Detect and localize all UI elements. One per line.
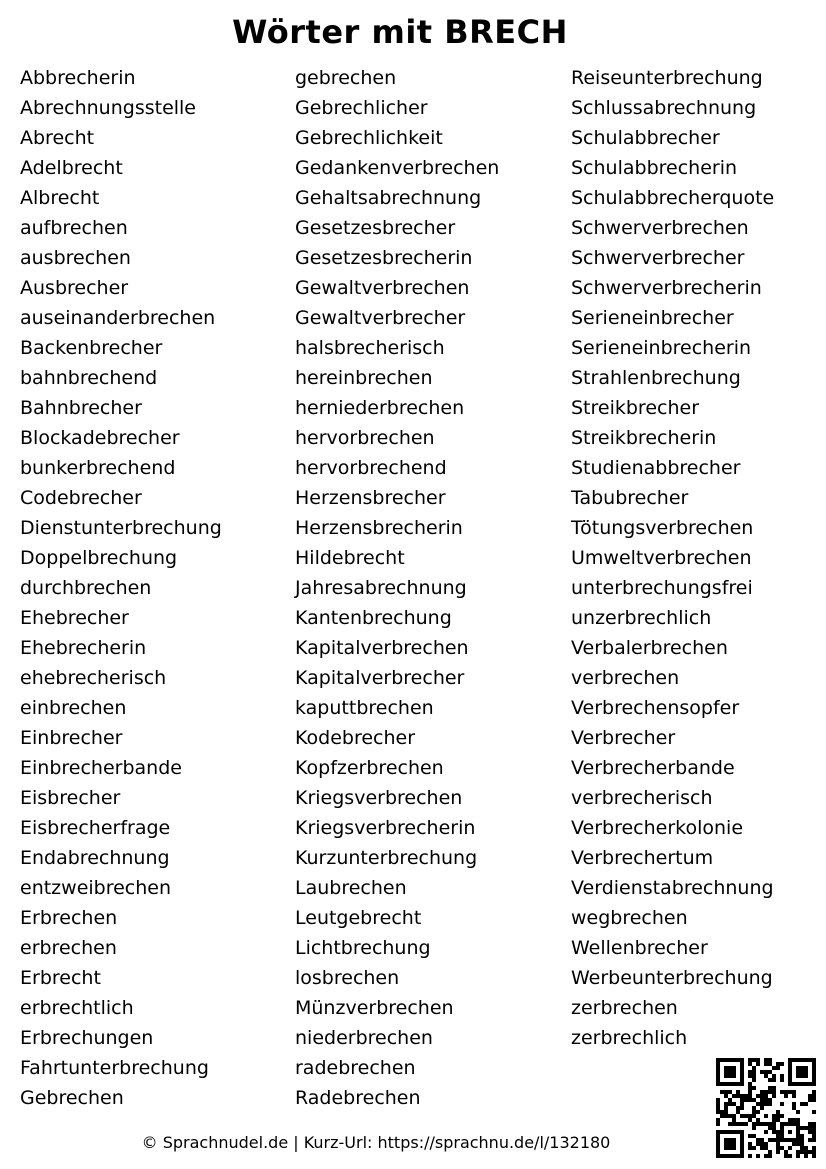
word-item: Wellenbrecher: [571, 937, 708, 959]
word-item: Leutgebrecht: [295, 907, 422, 929]
word-item: gebrechen: [295, 67, 397, 89]
word-item: auseinanderbrechen: [20, 307, 216, 329]
word-item: bunkerbrechend: [20, 457, 176, 479]
word-item: Kriegsverbrecherin: [295, 817, 476, 839]
word-item: hervorbrechen: [295, 427, 435, 449]
word-item: durchbrechen: [20, 577, 152, 599]
word-item: Hildebrecht: [295, 547, 405, 569]
word-item: Kantenbrechung: [295, 607, 452, 629]
word-item: erbrechen: [20, 937, 117, 959]
word-item: Kapitalverbrecher: [295, 667, 465, 689]
word-item: Verbalerbrechen: [571, 637, 728, 659]
word-item: Bahnbrecher: [20, 397, 142, 419]
word-item: Dienstunterbrechung: [20, 517, 222, 539]
word-item: losbrechen: [295, 967, 400, 989]
word-item: Backenbrecher: [20, 337, 163, 359]
word-item: Ausbrecher: [20, 277, 129, 299]
word-item: Gewaltverbrechen: [295, 277, 470, 299]
word-item: hereinbrechen: [295, 367, 433, 389]
word-item: Serieneinbrecher: [571, 307, 734, 329]
word-item: Strahlenbrechung: [571, 367, 741, 389]
word-item: Adelbrecht: [20, 157, 123, 179]
word-item: Studienabbrecher: [571, 457, 741, 479]
word-item: Endabrechnung: [20, 847, 170, 869]
word-item: Reiseunterbrechung: [571, 67, 763, 89]
word-item: Einbrecherbande: [20, 757, 182, 779]
word-item: bahnbrechend: [20, 367, 158, 389]
word-item: Gesetzesbrecher: [295, 217, 456, 239]
word-item: Abbrecherin: [20, 67, 136, 89]
word-item: Schwerverbrechen: [571, 217, 749, 239]
word-column-3: [571, 63, 774, 1053]
word-item: Münzverbrechen: [295, 997, 454, 1019]
word-column-1: [20, 63, 222, 1113]
word-item: unzerbrechlich: [571, 607, 712, 629]
word-item: aufbrechen: [20, 217, 128, 239]
word-item: Jahresabrechnung: [295, 577, 467, 599]
word-item: ausbrechen: [20, 247, 131, 269]
word-item: Einbrecher: [20, 727, 123, 749]
word-item: Schwerverbrecher: [571, 247, 745, 269]
word-item: Ehebrecherin: [20, 637, 147, 659]
word-item: Doppelbrechung: [20, 547, 178, 569]
word-item: Eisbrecher: [20, 787, 121, 809]
word-item: Tabubrecher: [571, 487, 689, 509]
word-item: Verbrecher: [571, 727, 676, 749]
word-item: Gesetzesbrecherin: [295, 247, 473, 269]
word-item: entzweibrechen: [20, 877, 172, 899]
footer-credit: © Sprachnudel.de | Kurz-Url: https://sprachnu.de/l/132180: [141, 1133, 611, 1152]
word-item: Streikbrecher: [571, 397, 700, 419]
word-item: Schulabbrecherin: [571, 157, 738, 179]
word-item: erbrechtlich: [20, 997, 134, 1019]
word-item: Umweltverbrechen: [571, 547, 752, 569]
word-item: ehebrecherisch: [20, 667, 167, 689]
word-item: Herzensbrecher: [295, 487, 446, 509]
word-item: herniederbrechen: [295, 397, 465, 419]
word-item: kaputtbrechen: [295, 697, 434, 719]
word-item: Tötungsverbrechen: [571, 517, 754, 539]
word-item: Kapitalverbrechen: [295, 637, 469, 659]
word-item: zerbrechlich: [571, 1027, 688, 1049]
word-item: Schwerverbrecherin: [571, 277, 762, 299]
word-item: Erbrecht: [20, 967, 101, 989]
word-item: Gebrechlicher: [295, 97, 428, 119]
word-item: Werbeunterbrechung: [571, 967, 773, 989]
word-item: Serieneinbrecherin: [571, 337, 752, 359]
word-item: Schulabbrecherquote: [571, 187, 775, 209]
word-item: Streikbrecherin: [571, 427, 717, 449]
word-item: niederbrechen: [295, 1027, 433, 1049]
word-item: Gebrechen: [20, 1087, 124, 1109]
word-item: Gewaltverbrecher: [295, 307, 466, 329]
word-item: Gedankenverbrechen: [295, 157, 500, 179]
word-item: wegbrechen: [571, 907, 688, 929]
word-column-2: [295, 63, 499, 1113]
word-item: Kodebrecher: [295, 727, 416, 749]
page-title: Wörter mit BRECH: [232, 13, 568, 51]
word-item: Verdienstabrechnung: [571, 877, 774, 899]
word-item: Codebrecher: [20, 487, 142, 509]
word-item: Gebrechlichkeit: [295, 127, 443, 149]
word-item: Erbrechungen: [20, 1027, 154, 1049]
word-item: Lichtbrechung: [295, 937, 431, 959]
word-item: radebrechen: [295, 1057, 416, 1079]
word-item: Herzensbrecherin: [295, 517, 463, 539]
word-item: Eisbrecherfrage: [20, 817, 171, 839]
word-item: Erbrechen: [20, 907, 118, 929]
word-item: Schlussabrechnung: [571, 97, 757, 119]
word-item: Ehebrecher: [20, 607, 129, 629]
word-item: Verbrechertum: [571, 847, 714, 869]
word-item: Albrecht: [20, 187, 100, 209]
word-item: Gehaltsabrechnung: [295, 187, 482, 209]
word-item: zerbrechen: [571, 997, 678, 1019]
word-item: Kopfzerbrechen: [295, 757, 444, 779]
word-item: Schulabbrecher: [571, 127, 720, 149]
word-item: Verbrecherkolonie: [571, 817, 744, 839]
word-item: Laubrechen: [295, 877, 407, 899]
word-item: halsbrecherisch: [295, 337, 445, 359]
word-item: hervorbrechend: [295, 457, 447, 479]
word-item: einbrechen: [20, 697, 127, 719]
word-item: Verbrecherbande: [571, 757, 735, 779]
word-item: Kurzunterbrechung: [295, 847, 478, 869]
word-item: verbrecherisch: [571, 787, 713, 809]
word-item: Abrecht: [20, 127, 95, 149]
word-item: verbrechen: [571, 667, 680, 689]
word-item: Radebrechen: [295, 1087, 421, 1109]
word-item: Kriegsverbrechen: [295, 787, 463, 809]
word-item: Verbrechensopfer: [571, 697, 740, 719]
word-item: Blockadebrecher: [20, 427, 180, 449]
word-item: Abrechnungsstelle: [20, 97, 197, 119]
word-item: unterbrechungsfrei: [571, 577, 753, 599]
word-item: Fahrtunterbrechung: [20, 1057, 209, 1079]
